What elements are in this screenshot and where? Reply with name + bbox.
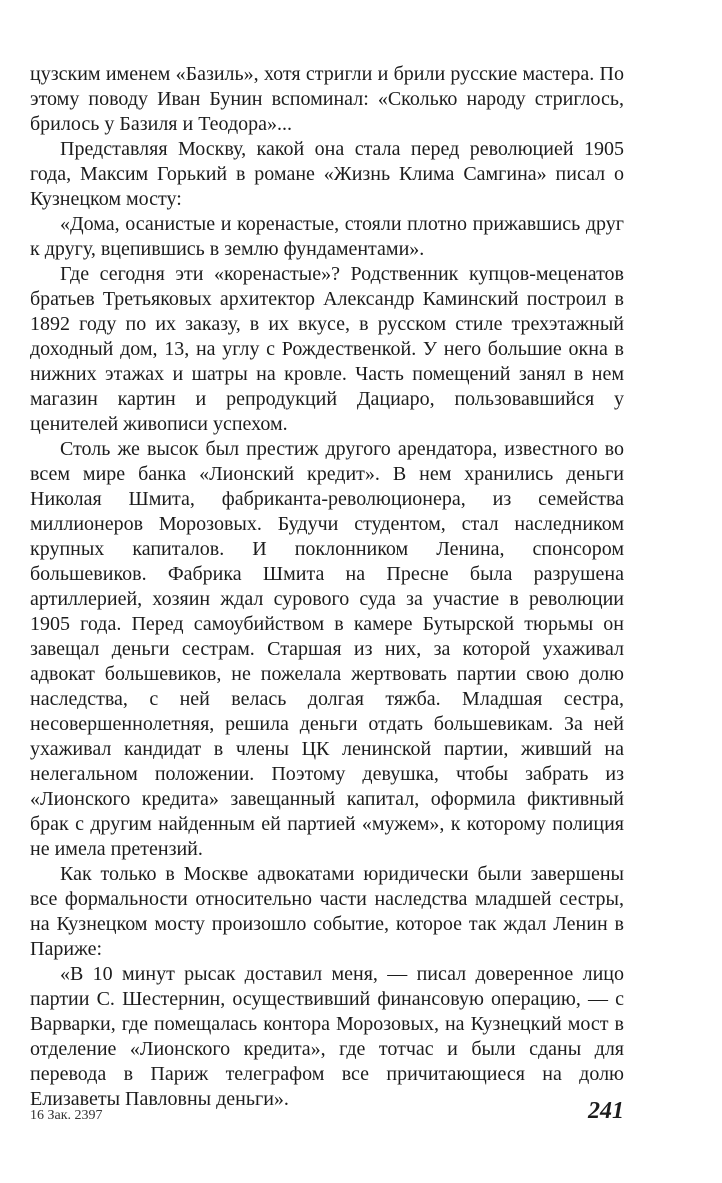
paragraph-quote-houses: «Дома, осанистые и коренастые, стояли плотно прижавшись друг к другу, вцепившись в землю фундаментами». (30, 213, 624, 260)
paragraph-kaminsky-house: Где сегодня эти «коренастые»? Родственник купцов-меценатов братьев Третьяковых архитектор Александр Каминский построил в 1892 году по их заказу, в их вкусе, в русском стиле трехэтажный доходный дом, 13, на углу с Рождественкой. У него большие окна в нижних этажах и шатры на кровле. Часть помещений занял в нем магазин картин и репродукций Дациаро, пользовавшийся у ценителей живописи успехом. (30, 263, 624, 435)
paragraph-inheritance: Как только в Москве адвокатами юридически были завершены все формальности относительно части наследства младшей сестры, на Кузнецком мосту произошло событие, которое так ждал Ленин в Париже: (30, 863, 624, 960)
paragraph-moscow-gorky: Представляя Москву, какой она стала перед революцией 1905 года, Максим Горький в романе «Жизнь Клима Самгина» писал о Кузнецком мосту: (30, 138, 624, 210)
body-text (30, 62, 624, 1112)
printer-signature: 16 Зак. 2397 (30, 1108, 103, 1123)
paragraph-lyon-credit: Столь же высок был престиж другого арендатора, известного во всем мире банка «Лионский кредит». В нем хранились деньги Николая Шмита, фабриканта-революционера, из семейства миллионеров Морозовых. Будучи студентом, стал наследником крупных капиталов. И поклонником Ленина, спонсором большевиков. Фабрика Шмита на Пресне была разрушена артиллерией, хозяин ждал сурового суда за участие в революции 1905 года. Перед самоубийством в камере Бутырской тюрьмы он завещал деньги сестрам. Старшая из них, за которой ухаживал адвокат большевиков, не пожелала жертвовать партии свою долю наследства, с ней велась долгая тяжба. Младшая сестра, несовершеннолетняя, решила деньги отдать большевикам. За ней ухаживал кандидат в члены ЦК ленинской партии, живший на нелегальном положении. Поэтому девушка, чтобы забрать из «Лионского кредита» завещанный капитал, оформила фиктивный брак с другим найденным ей партией «мужем», к которому полиция не имела претензий. (30, 438, 624, 860)
page-number: 241 (588, 1098, 624, 1124)
paragraph-quote-shesternin: «В 10 минут рысак доставил меня, — писал доверенное лицо партии С. Шестернин, осуществивший финансовую операцию, — с Варварки, где помещалась контора Морозовых, на Кузнецкий мост в отделение «Лионского кредита», где тотчас и были сданы для перевода в Париж телеграфом все причитающиеся на долю Елизаветы Павловны деньги». (30, 963, 624, 1110)
paragraph-continuation: цузским именем «Базиль», хотя стригли и брили русские мастера. По этому поводу Иван Бунин вспоминал: «Сколько народу стриглось, брилось у Базиля и Теодора»... (30, 63, 624, 135)
